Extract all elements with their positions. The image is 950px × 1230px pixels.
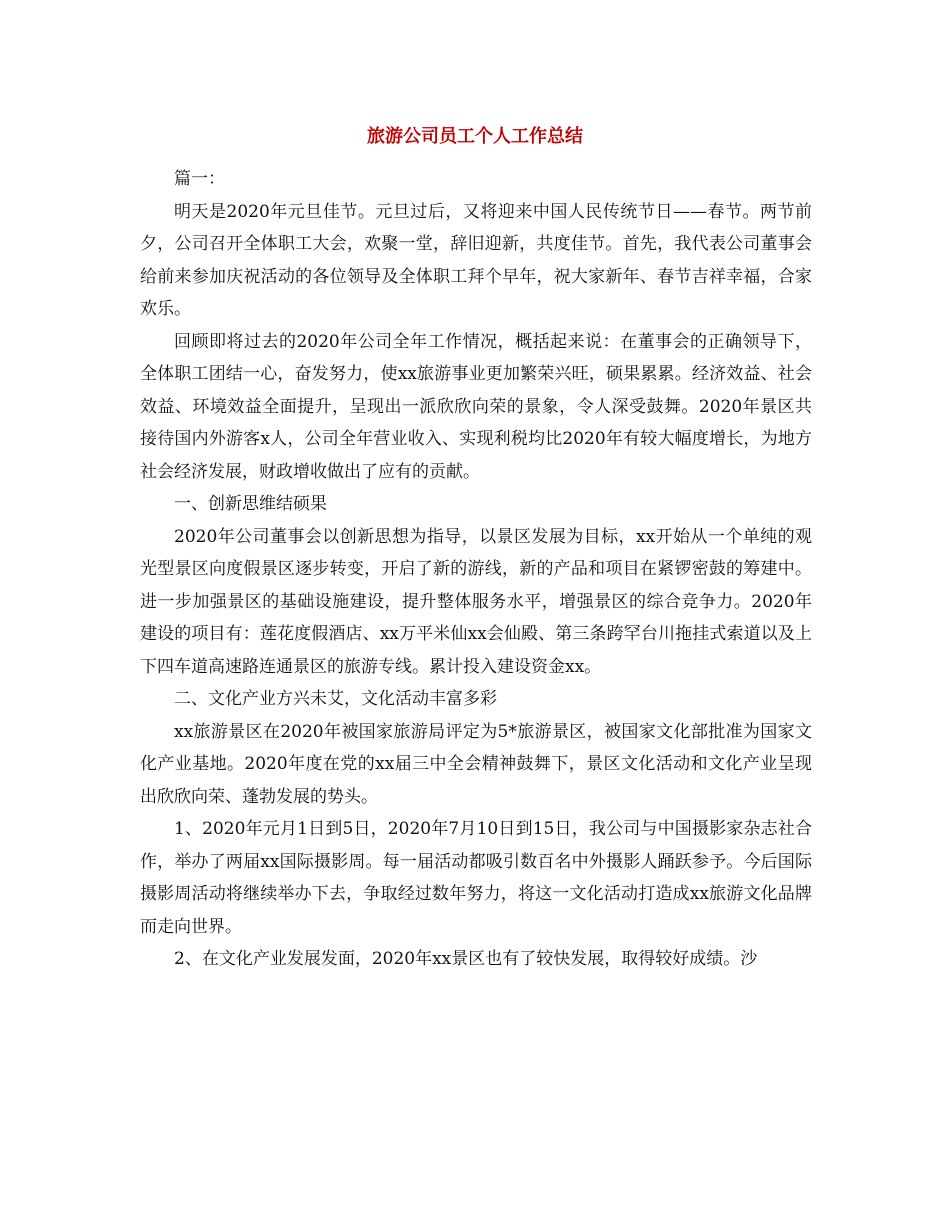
section-heading-part-one: 篇一： xyxy=(174,169,225,189)
paragraph-new-year: 明天是2020年元旦佳节。元旦过后，又将迎来中国人民传统节日——春节。两节前夕，公司召开全体职工大会，欢聚一堂，辞旧迎新，共度佳节。首先，我代表公司董事会给前来参加庆祝活动的各位领导及全体职工拜个早年，祝大家新年、春节吉祥幸福，合家欢乐。 xyxy=(140,201,812,319)
paragraph-photography-week: 1、2020年元月1日到5日，2020年7月10日到15日，我公司与中国摄影家杂志社合作，举办了两届xx国际摄影周。每一届活动都吸引数百名中外摄影人踊跃参予。今后国际摄影周活动将继续举办下去，争取经过数年努力，将这一文化活动打造成xx旅游文化品牌而走向世界。 xyxy=(140,819,812,937)
paragraph-innovation: 2020年公司董事会以创新思想为指导，以景区发展为目标，xx开始从一个单纯的观光型景区向度假景区逐步转变，开启了新的游线，新的产品和项目在紧锣密鼓的筹建中。进一步加强景区的基础设施建设，提升整体服务水平，增强景区的综合竞争力。2020年建设的项目有：莲花度假酒店、xx万平米仙xx会仙殿、第三条跨罕台川拖挂式索道以及上下四车道高速路连通景区的旅游专线。累计投入建设资金xx。 xyxy=(140,526,812,677)
section-heading-culture: 二、文化产业方兴未艾，文化活动丰富多彩 xyxy=(174,689,497,709)
document-body xyxy=(140,163,812,976)
paragraph-culture-industry: 2、在文化产业发展发面，2020年xx景区也有了较快发展，取得较好成绩。沙 xyxy=(174,949,758,969)
section-heading-innovation: 一、创新思维结硕果 xyxy=(174,494,327,514)
paragraph-culture: xx旅游景区在2020年被国家旅游局评定为5*旅游景区，被国家文化部批准为国家文化产业基地。2020年度在党的xx届三中全会精神鼓舞下，景区文化活动和文化产业呈现出欣欣向荣、蓬勃发展的势头。 xyxy=(140,721,812,807)
paragraph-annual-review: 回顾即将过去的2020年公司全年工作情况，概括起来说：在董事会的正确领导下，全体职工团结一心，奋发努力，使xx旅游事业更加繁荣兴旺，硕果累累。经济效益、社会效益、环境效益全面提升，呈现出一派欣欣向荣的景象，令人深受鼓舞。2020年景区共接待国内外游客x人，公司全年营业收入、实现利税均比2020年有较大幅度增长，为地方社会经济发展，财政增收做出了应有的贡献。 xyxy=(140,331,812,482)
document-title: 旅游公司员工个人工作总结 xyxy=(367,126,583,147)
